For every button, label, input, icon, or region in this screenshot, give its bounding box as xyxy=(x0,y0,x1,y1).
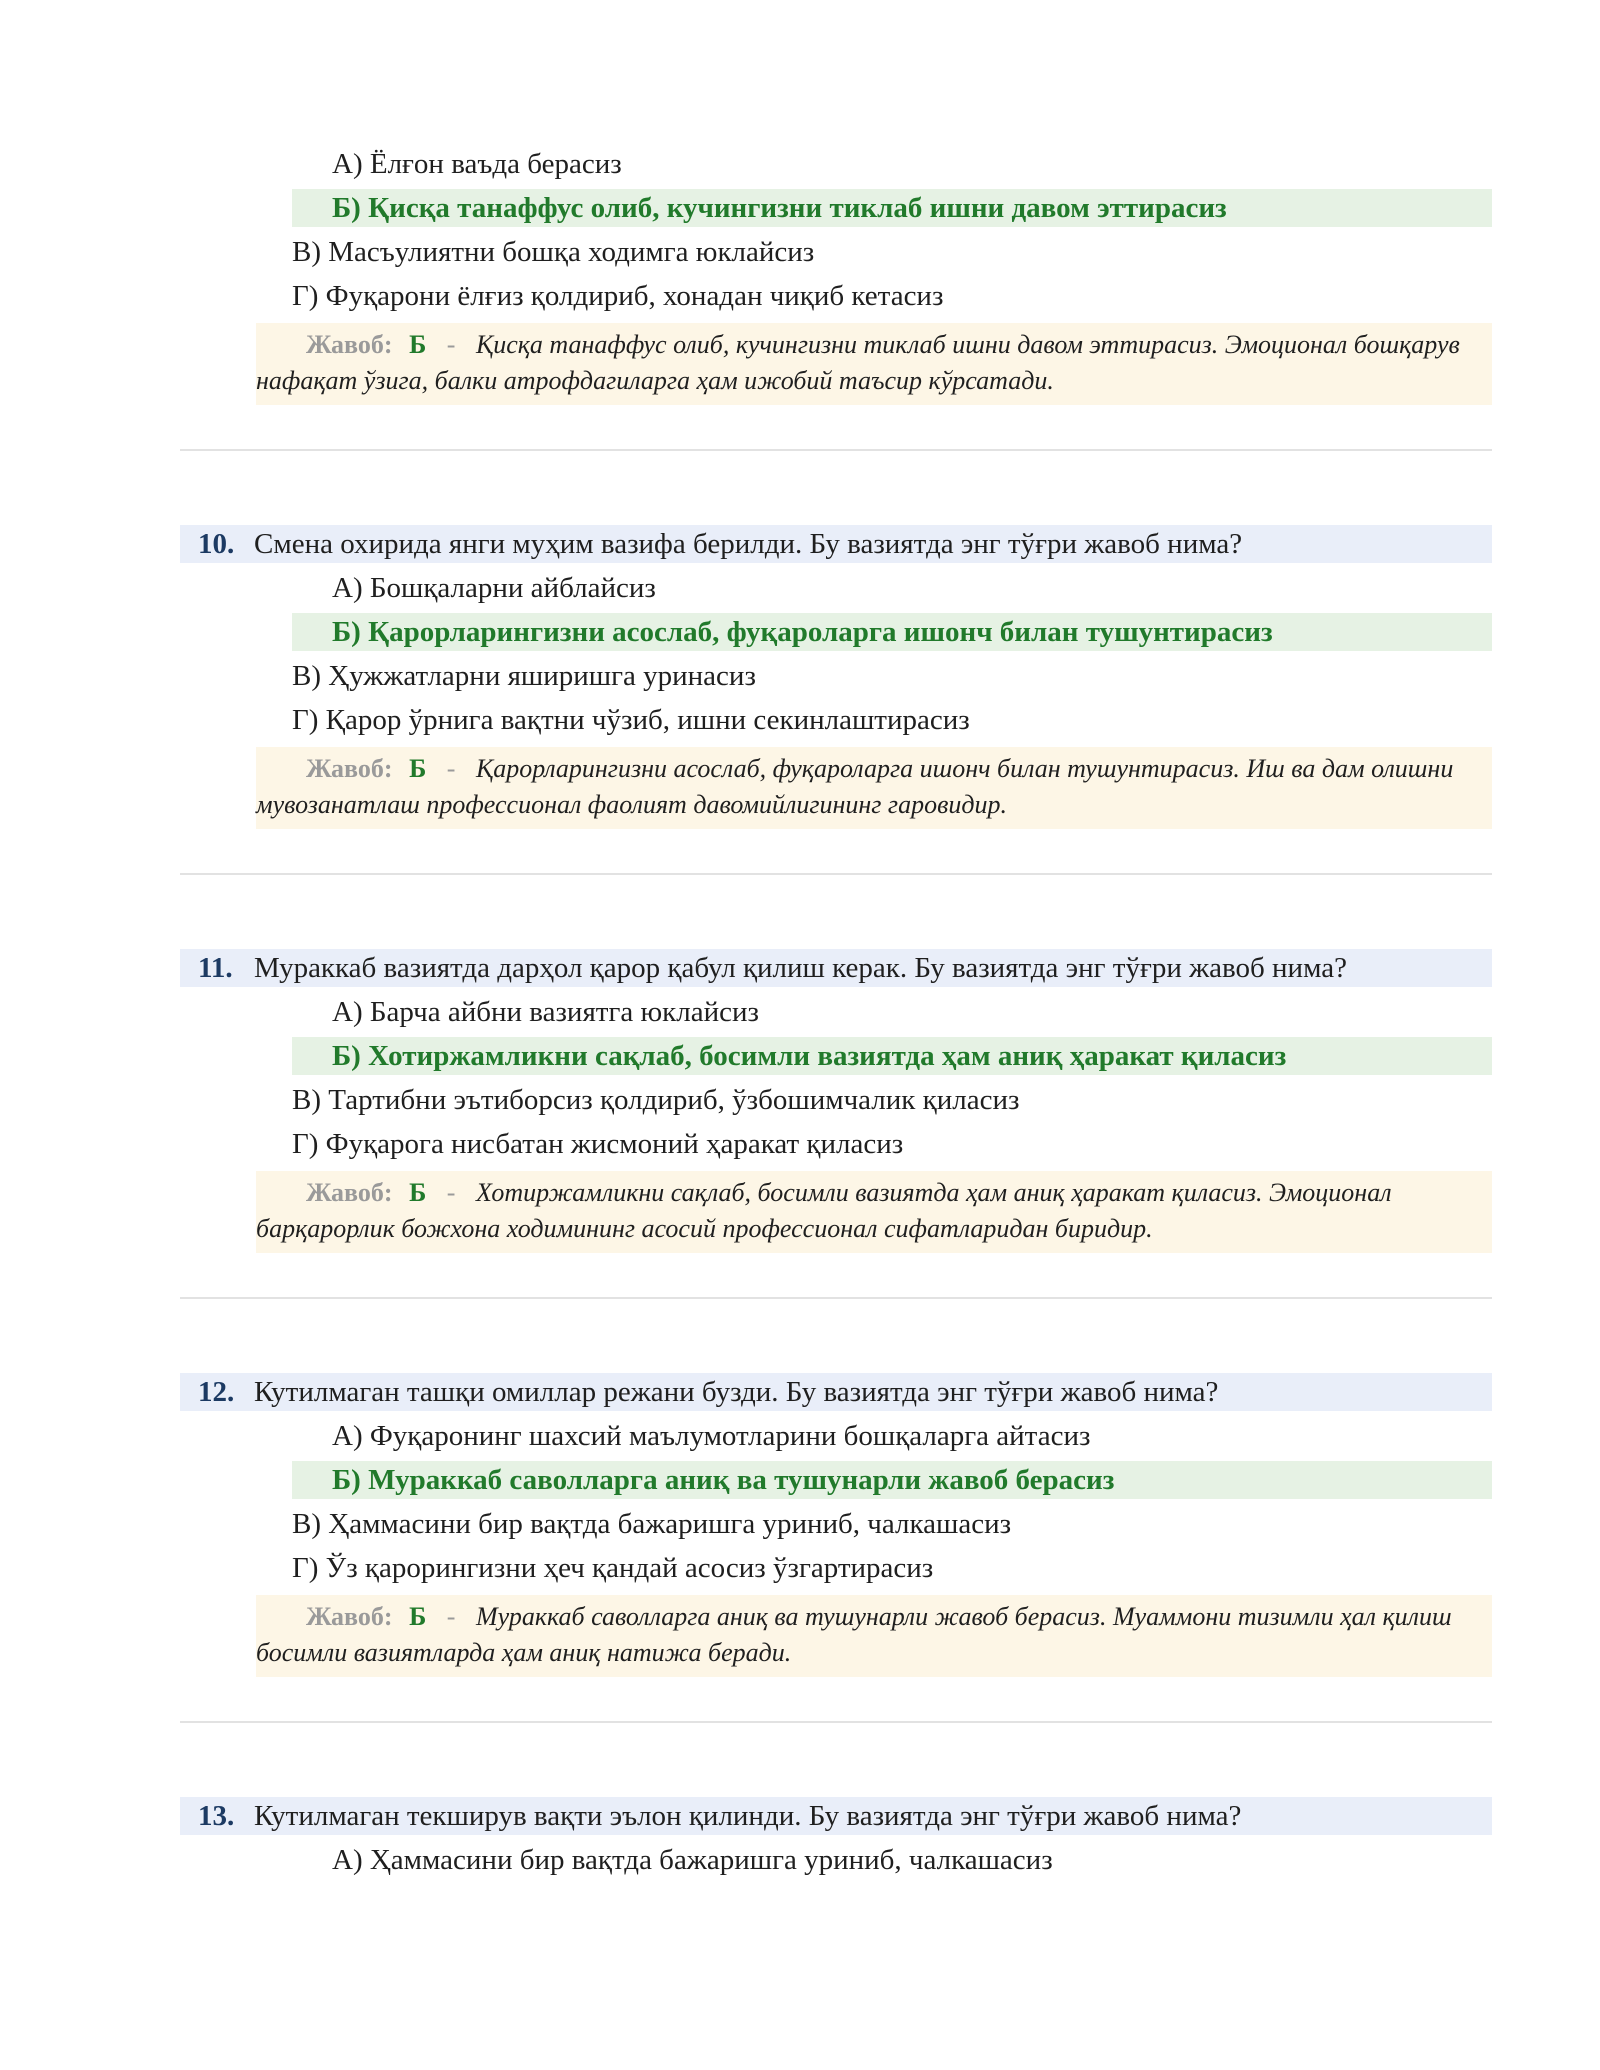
question-header xyxy=(180,1373,1492,1411)
answer-label: Жавоб: xyxy=(306,1602,393,1631)
answer-box xyxy=(256,1171,1492,1253)
answer-explanation: Қисқа танаффус олиб, кучингизни тиклаб ишни давом эттирасиз. Эмоционал бошқарув нафақат ўзига, балки атрофдагиларга ҳам ижобий таъсир кўрсатади. xyxy=(256,330,1460,395)
option-a: А) Ёлғон ваъда берасиз xyxy=(332,148,622,180)
answer-label: Жавоб: xyxy=(306,1178,393,1207)
answer-key: Б xyxy=(409,330,427,359)
question-block-11 xyxy=(180,949,1492,1253)
answer-key: Б xyxy=(409,1602,427,1631)
question-block-9 xyxy=(180,145,1492,405)
question-header xyxy=(180,1797,1492,1835)
question-number: 13. xyxy=(198,1800,235,1832)
option-a: А) Фуқаронинг шахсий маълумотларини бошқаларга айтасиз xyxy=(332,1420,1091,1452)
quiz-page xyxy=(180,145,1492,1885)
option-d: Г) Қарор ўрнига вақтни чўзиб, ишни секинлаштирасиз xyxy=(292,704,970,736)
answer-box xyxy=(256,747,1492,829)
option-c: В) Тартибни эътиборсиз қолдириб, ўзбошимчалик қиласиз xyxy=(292,1084,1020,1116)
answer-box xyxy=(256,1595,1492,1677)
answer-key: Б xyxy=(409,1178,427,1207)
option-c: В) Масъулиятни бошқа ходимга юклайсиз xyxy=(292,236,815,268)
question-number: 10. xyxy=(198,528,235,560)
answer-dash: - xyxy=(446,754,456,783)
option-d: Г) Ўз қарорингизни ҳеч қандай асосиз ўзгартирасиз xyxy=(292,1552,934,1584)
answer-dash: - xyxy=(446,1602,456,1631)
answer-explanation: Қарорларингизни асослаб, фуқароларга ишонч билан тушунтирасиз. Иш ва дам олишни мувозанатлаш профессионал фаолият давомийлигининг гаровидир. xyxy=(256,754,1454,819)
option-a: А) Барча айбни вазиятга юклайсиз xyxy=(332,996,759,1028)
answer-dash: - xyxy=(446,330,456,359)
question-text: Мураккаб вазиятда дарҳол қарор қабул қилиш керак. Бу вазиятда энг тўғри жавоб нима? xyxy=(254,952,1347,984)
option-a: А) Ҳаммасини бир вақтда бажаришга уриниб, чалкашасиз xyxy=(332,1844,1053,1876)
option-c: В) Ҳаммасини бир вақтда бажаришга уриниб, чалкашасиз xyxy=(292,1508,1012,1540)
divider xyxy=(180,1721,1492,1723)
answer-explanation: Хотиржамликни сақлаб, босимли вазиятда ҳам аниқ ҳаракат қиласиз. Эмоционал барқарорлик божхона ходимининг асосий профессионал сифатларидан биридир. xyxy=(256,1178,1392,1243)
question-block-12 xyxy=(180,1373,1492,1677)
option-b-correct: Б) Хотиржамликни сақлаб, босимли вазиятда ҳам аниқ ҳаракат қиласиз xyxy=(292,1037,1492,1075)
question-number: 12. xyxy=(198,1376,235,1408)
option-b-correct: Б) Мураккаб саволларга аниқ ва тушунарли жавоб берасиз xyxy=(292,1461,1492,1499)
divider xyxy=(180,1297,1492,1299)
question-text: Кутилмаган ташқи омиллар режани бузди. Бу вазиятда энг тўғри жавоб нима? xyxy=(254,1376,1219,1408)
option-b-correct: Б) Қарорларингизни асослаб, фуқароларга ишонч билан тушунтирасиз xyxy=(292,613,1492,651)
divider xyxy=(180,873,1492,875)
option-b-correct: Б) Қисқа танаффус олиб, кучингизни тиклаб ишни давом эттирасиз xyxy=(292,189,1492,227)
answer-explanation: Мураккаб саволларга аниқ ва тушунарли жавоб берасиз. Муаммони тизимли ҳал қилиш босимли вазиятларда ҳам аниқ натижа беради. xyxy=(256,1602,1452,1667)
divider xyxy=(180,449,1492,451)
answer-label: Жавоб: xyxy=(306,754,393,783)
question-text: Смена охирида янги муҳим вазифа берилди. Бу вазиятда энг тўғри жавоб нима? xyxy=(254,528,1243,560)
question-header xyxy=(180,949,1492,987)
question-header xyxy=(180,525,1492,563)
answer-label: Жавоб: xyxy=(306,330,393,359)
question-block-13 xyxy=(180,1797,1492,1879)
question-block-10 xyxy=(180,525,1492,829)
answer-box xyxy=(256,323,1492,405)
question-text: Кутилмаган текширув вақти эълон қилинди. Бу вазиятда энг тўғри жавоб нима? xyxy=(254,1800,1242,1832)
option-a: А) Бошқаларни айблайсиз xyxy=(332,572,656,604)
answer-key: Б xyxy=(409,754,427,783)
option-d: Г) Фуқарони ёлғиз қолдириб, хонадан чиқиб кетасиз xyxy=(292,280,944,312)
answer-dash: - xyxy=(446,1178,456,1207)
option-d: Г) Фуқарога нисбатан жисмоний ҳаракат қиласиз xyxy=(292,1128,904,1160)
option-c: В) Ҳужжатларни яширишга уринасиз xyxy=(292,660,756,692)
question-number: 11. xyxy=(198,952,233,984)
